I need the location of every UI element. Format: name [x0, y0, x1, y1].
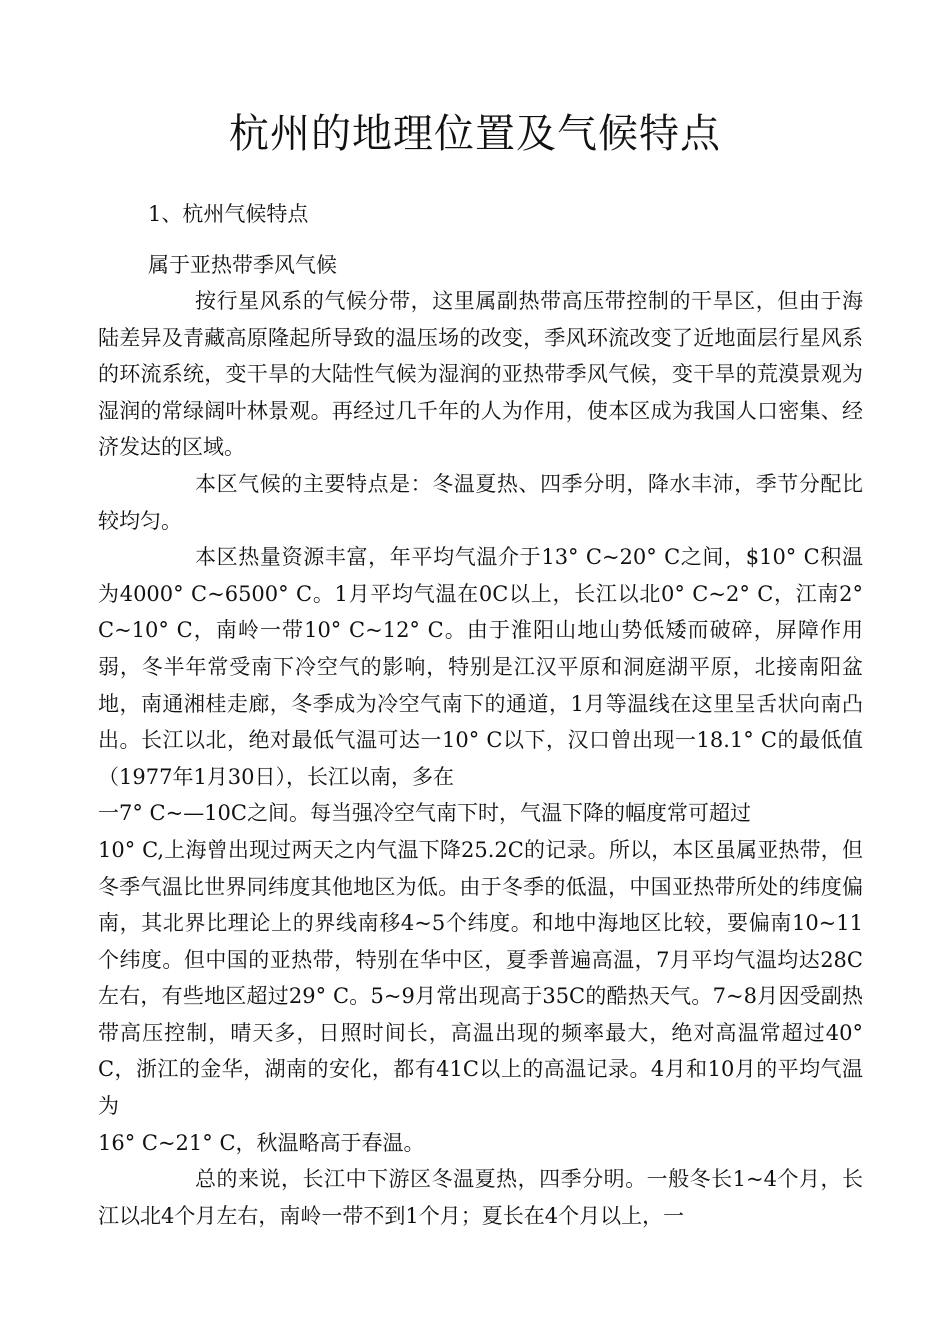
paragraph-3-final-line: 16° C~21° C，秋温略高于春温。: [98, 1130, 425, 1155]
section-heading: 1、杭州气候特点: [148, 202, 309, 226]
paragraph-3: 本区热量资源丰富，年平均气温介于13° C~20° C之间，$10° C积温为4000° C~6500° C。1月平均气温在0C以上，长江以北0° C~2° C，江南2° C~10° C，南岭一带10° C~12° C。由于淮阳山地山势低矮而破碎，屏障作用弱，冬半年常受南下冷空气的影响，特别是江汉平原和洞庭湖平原，北接南阳盆地，南通湘桂走廊，冬季成为冷空气南下的通道，1月等温线在这里呈舌状向南凸出。长江以北，绝对最低气温可达一10° C以下，汉口曾出现一18.1° C的最低值（1977年1月30日），长江以南，多在: [98, 545, 863, 789]
paragraph-3-continued-line: 一7° C~—10C之间。每当强冷空气南下时，气温下降的幅度常可超过: [98, 801, 751, 826]
paragraph-4: 总的来说，长江中下游区冬温夏热，四季分明。一般冬长1~4个月，长江以北4个月左右，南岭一带不到1个月；夏长在4个月以上，一: [98, 1167, 863, 1228]
page-title: 杭州的地理位置及气候特点: [229, 111, 721, 157]
paragraph-1: 按行星风系的气候分带，这里属副热带高压带控制的干旱区，但由于海陆差异及青藏高原隆起所导致的温压场的改变，季风环流改变了近地面层行星风系的环流系统，变干旱的大陆性气候为湿润的亚热带季风气候，变干旱的荒漠景观为湿润的常绿阔叶林景观。再经过几千年的人为作用，使本区成为我国人口密集、经济发达的区域。: [98, 289, 863, 460]
paragraph-2: 本区气候的主要特点是：冬温夏热、四季分明，降水丰沛，季节分配比较均匀。: [98, 471, 863, 533]
subheading: 属于亚热带季风气候: [148, 253, 337, 277]
body-text: [98, 283, 863, 1234]
paragraph-3-continued: 10° C,上海曾出现过两天之内气温下降25.2C的记录。所以，本区虽属亚热带，但冬季气温比世界同纬度其他地区为低。由于冬季的低温，中国亚热带所处的纬度偏南，其北界比理论上的界线南移4~5个纬度。和地中海地区比较，要偏南10~11个纬度。但中国的亚热带，特别在华中区，夏季普遍高温，7月平均气温均达28C左右，有些地区超过29° C。5~9月常出现高于35C的酷热天气。7~8月因受副热带高压控制，晴天多，日照时间长，高温出现的频率最大，绝对高温常超过40° C，浙江的金华，湖南的安化，都有41C以上的高温记录。4月和10月的平均气温为: [98, 837, 863, 1119]
